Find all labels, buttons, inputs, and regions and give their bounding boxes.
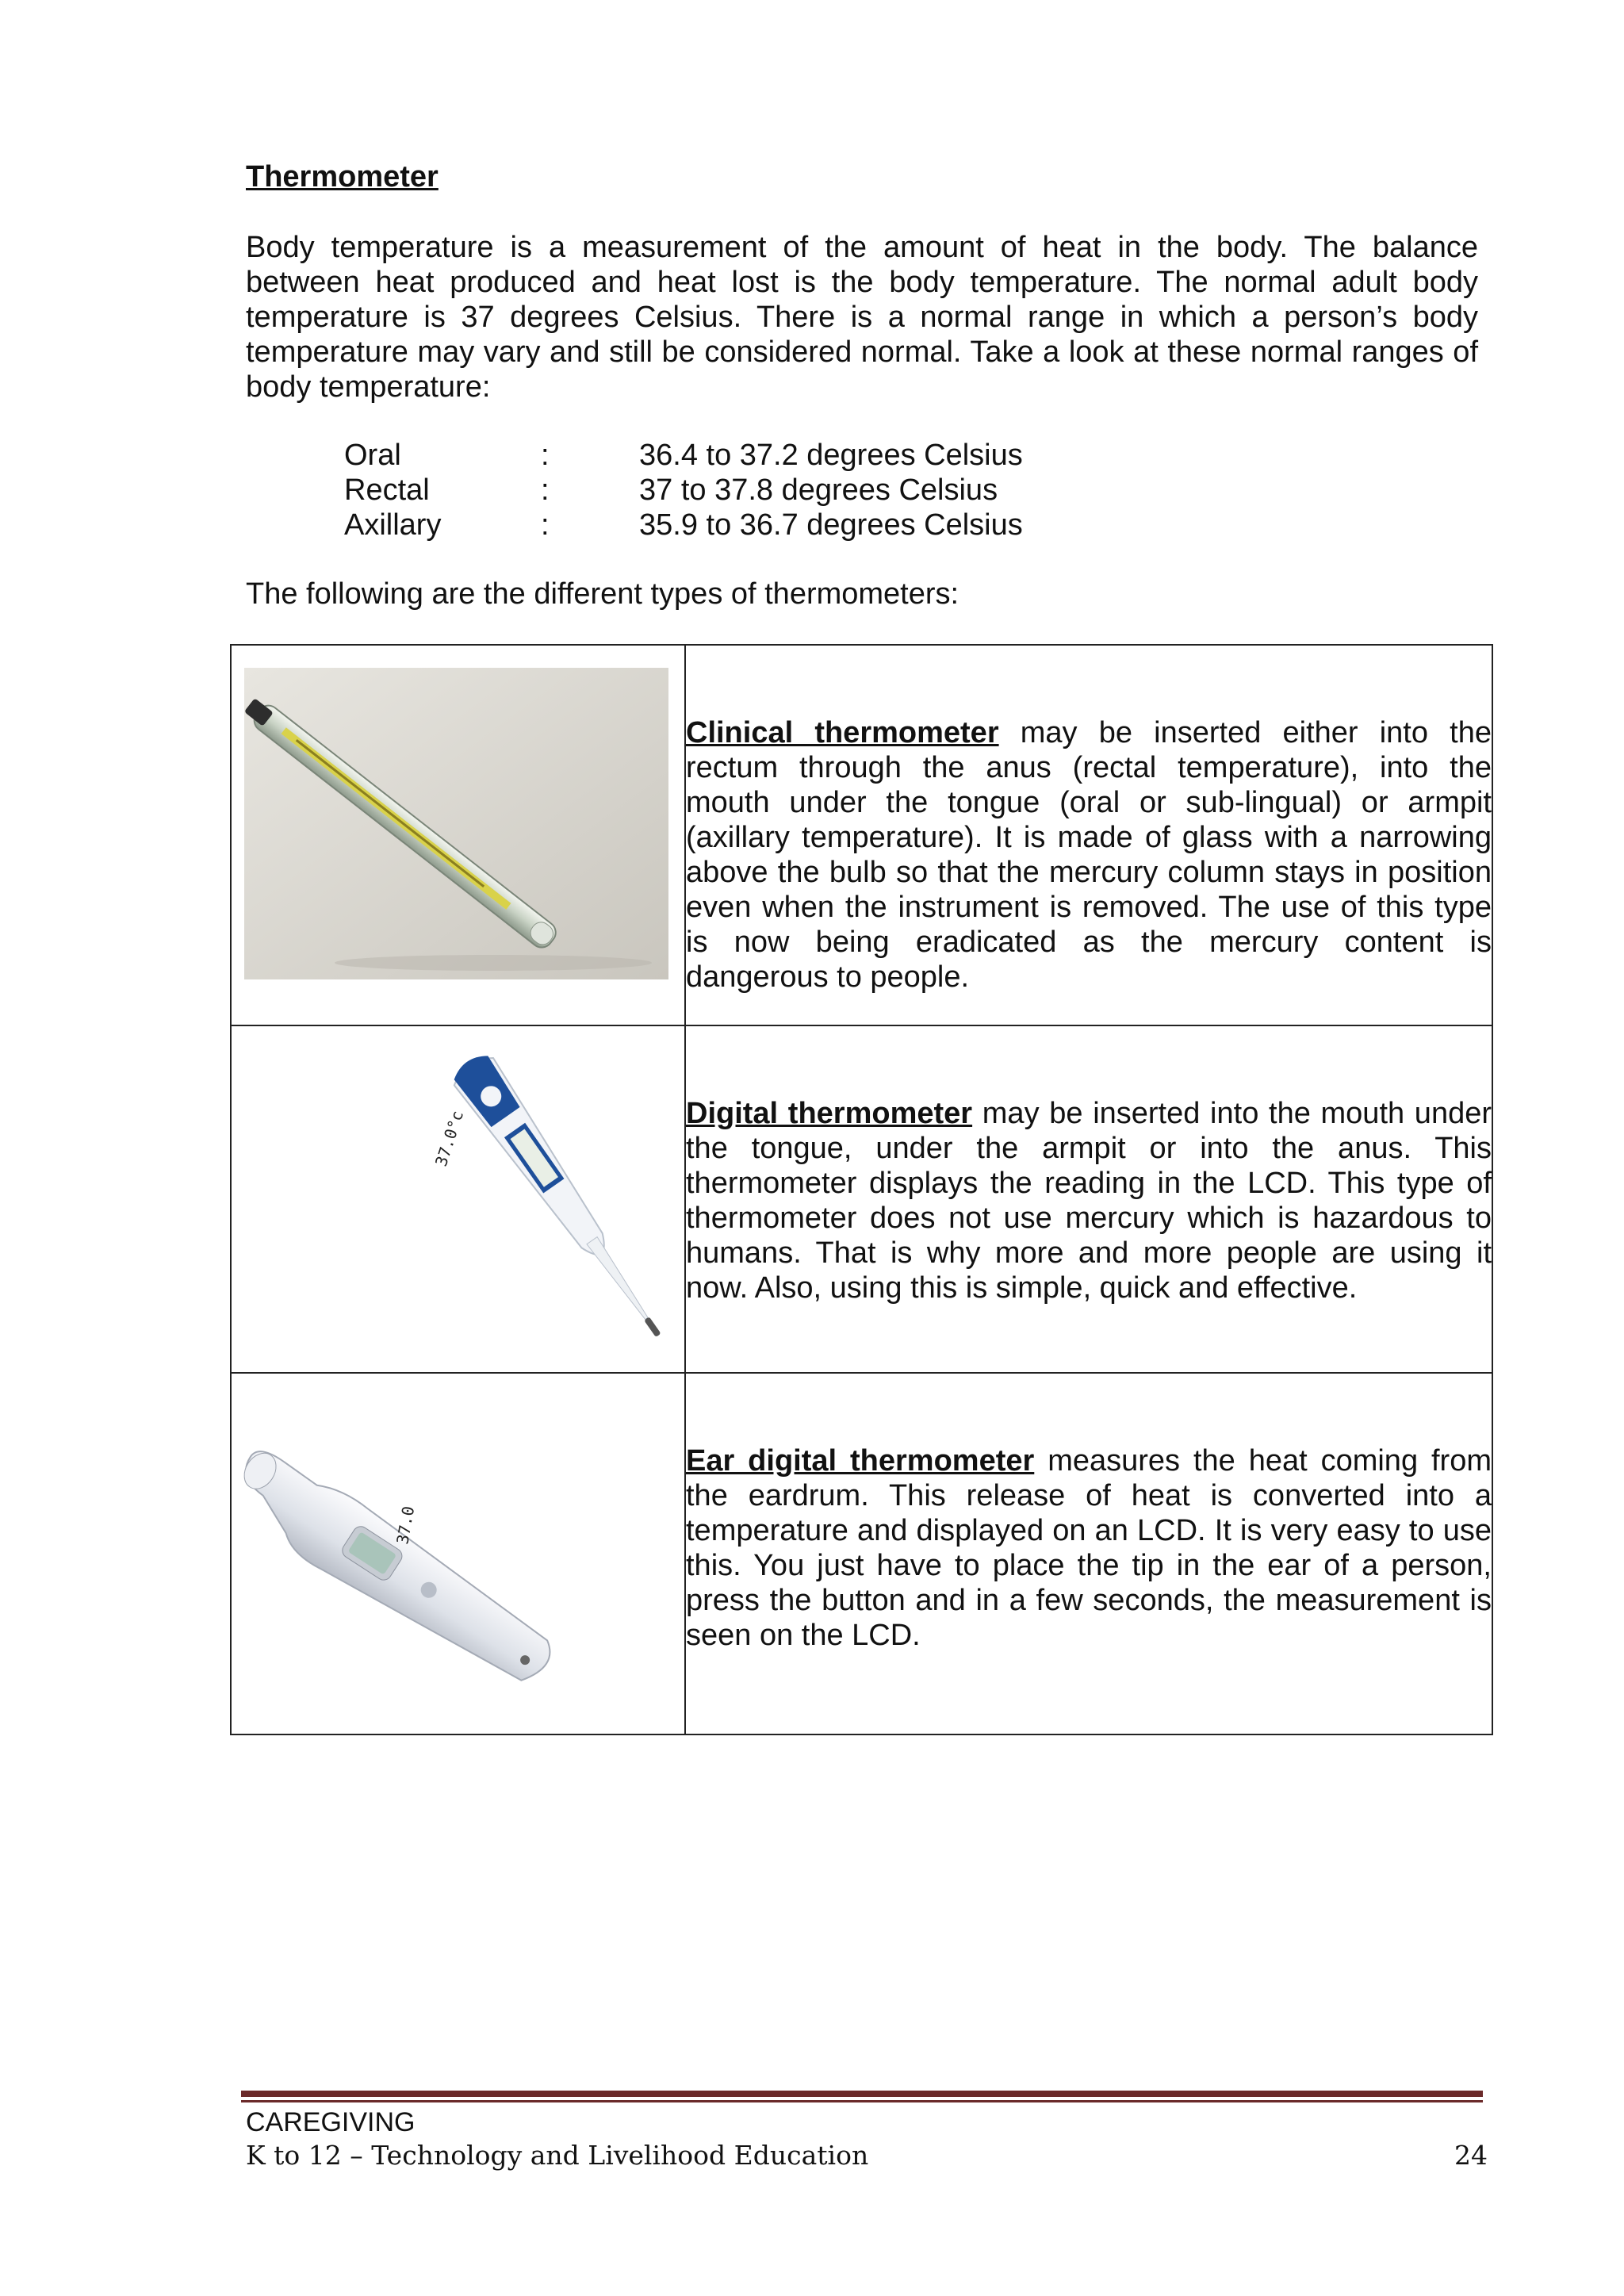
description-cell bbox=[685, 1373, 1492, 1734]
digital-thermometer-photo bbox=[232, 1026, 684, 1372]
thermometer-types-table bbox=[230, 644, 1493, 1735]
temperature-ranges bbox=[344, 438, 1058, 542]
table-row bbox=[231, 1373, 1492, 1734]
range-separator: : bbox=[541, 473, 550, 507]
range-row-rectal bbox=[344, 473, 1058, 508]
intro-paragraph: Body temperature is a measurement of the amount of heat in the body. The balance between heat produced and heat lost is the body temperature. The normal adult body temperature is 37 degrees Celsius. There is a normal range in which a person’s body temperature may vary and still be considered normal. Take a look at these normal ranges of body temperature: bbox=[246, 231, 1478, 404]
description-cell bbox=[685, 645, 1492, 1025]
table-row bbox=[231, 645, 1492, 1025]
description-text: may be inserted either into the rectum through the anus (rectal temperature), into the mouth under the tongue (oral or sub-lingual) or armpit (axillary temperature). It is made of glass with a narrowing above the bulb so that the mercury column stays in position even when the instrument is removed. The use of this type is now being eradicated as the mercury content is dangerous to people. bbox=[686, 716, 1492, 994]
page-number: 24 bbox=[1454, 2140, 1488, 2171]
ear-thermometer-photo bbox=[232, 1374, 684, 1734]
table-row bbox=[231, 1025, 1492, 1373]
range-value: 37 to 37.8 degrees Celsius bbox=[639, 473, 998, 507]
image-cell bbox=[231, 1025, 685, 1373]
range-label: Rectal bbox=[344, 473, 430, 507]
term-label: Clinical thermometer bbox=[686, 716, 999, 749]
clinical-thermometer-description bbox=[686, 715, 1492, 995]
description-cell bbox=[685, 1025, 1492, 1373]
digital-thermometer-description bbox=[686, 1096, 1492, 1305]
description-text: may be inserted into the mouth under the tongue, under the armpit or into the anus. This thermometer displays the reading in the LCD. This type of thermometer does not use mercury which is hazardous to humans. That is why more and more people are using it now. Also, using this is simple, quick and effective. bbox=[686, 1097, 1492, 1305]
footer-subtitle: K to 12 – Technology and Livelihood Education bbox=[246, 2140, 869, 2171]
section-heading: Thermometer bbox=[246, 160, 439, 194]
image-cell bbox=[231, 645, 685, 1025]
clinical-thermometer-photo bbox=[232, 646, 684, 1025]
range-separator: : bbox=[541, 508, 550, 542]
types-intro: The following are the different types of thermometers: bbox=[246, 577, 959, 611]
footer-rule-thin bbox=[241, 2100, 1483, 2102]
footer-rule bbox=[241, 2091, 1483, 2097]
range-label: Axillary bbox=[344, 508, 442, 542]
range-value: 35.9 to 36.7 degrees Celsius bbox=[639, 508, 1023, 542]
image-cell bbox=[231, 1373, 685, 1734]
range-row-oral bbox=[344, 438, 1058, 473]
footer-title: CAREGIVING bbox=[246, 2107, 416, 2137]
term-label: Ear digital thermometer bbox=[686, 1444, 1035, 1478]
range-row-axillary bbox=[344, 508, 1058, 542]
lcd-reading: 37.0 bbox=[393, 1504, 419, 1546]
term-label: Digital thermometer bbox=[686, 1097, 973, 1130]
ear-thermometer-description bbox=[686, 1443, 1492, 1653]
range-label: Oral bbox=[344, 439, 401, 472]
lcd-reading: 37.0°c bbox=[431, 1108, 468, 1169]
range-separator: : bbox=[541, 439, 550, 472]
description-text: measures the heat coming from the eardrum. This release of heat is converted into a temperature and displayed on an LCD. It is very easy to use this. You just have to place the tip in the ear of a person, press the button and in a few seconds, the measurement is seen on the LCD. bbox=[686, 1444, 1492, 1652]
range-value: 36.4 to 37.2 degrees Celsius bbox=[639, 439, 1023, 472]
